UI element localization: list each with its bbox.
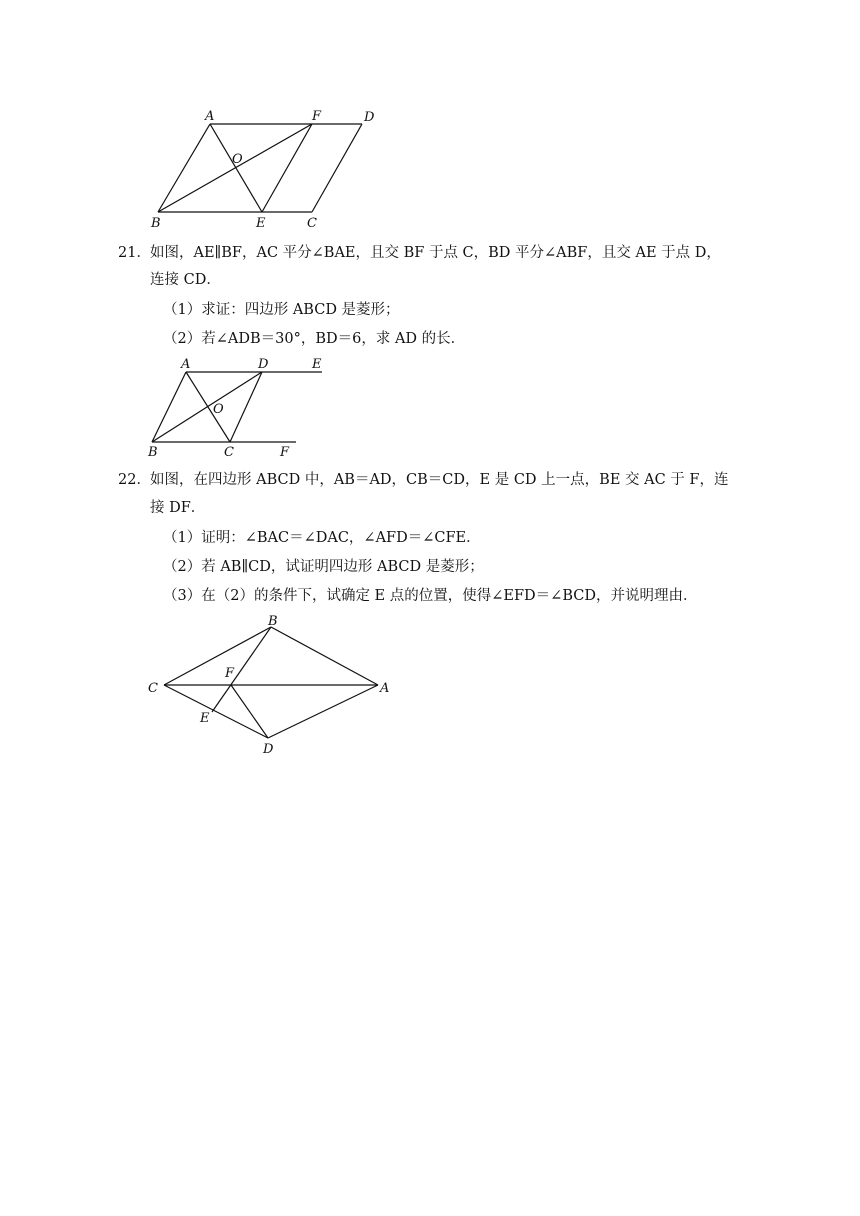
point-label-B: B [148,445,158,460]
point-label-C: C [224,445,234,460]
point-label-D: D [258,357,269,372]
question-text-line: 如图，在四边形 ABCD 中，AB＝AD，CB＝CD，E 是 CD 上一点，BE 交 AC 于 F，连 [150,472,729,488]
point-label-E: E [256,216,266,231]
point-label-F: F [280,445,290,460]
point-label-E: E [312,357,322,372]
point-label-B: B [151,216,161,231]
point-label-A: A [205,109,215,124]
point-label-C: C [148,681,158,696]
point-label-A: A [181,357,191,372]
figure-q22-lines [164,627,378,738]
point-label-F: F [312,109,322,124]
point-label-D: D [263,742,274,757]
question-number: 21． [118,245,151,261]
point-label-O: O [232,152,243,167]
question-text-line: 连接 CD． [150,272,221,288]
point-label-C: C [307,216,317,231]
subquestion-1: （1）求证：四边形 ABCD 是菱形； [163,302,400,318]
point-label-O: O [213,402,224,417]
subquestion-1: （1）证明：∠BAC＝∠DAC，∠AFD＝∠CFE． [163,530,481,546]
subquestion-3: （3）在（2）的条件下，试确定 E 点的位置，使得∠EFD＝∠BCD，并说明理由． [163,588,698,604]
question-text-line: 如图，AE∥BF，AC 平分∠BAE，且交 BF 于点 C，BD 平分∠ABF，且交 AE 于点 D， [150,245,721,261]
question-text-line: 接 DF． [150,500,206,516]
point-label-A: A [380,681,390,696]
subquestion-2: （2）若 AB∥CD，试证明四边形 ABCD 是菱形； [163,559,484,575]
point-label-D: D [364,110,375,125]
subquestion-2: （2）若∠ADB＝30°，BD＝6，求 AD 的长． [163,331,466,347]
point-label-F: F [225,666,235,681]
question-number: 22． [118,472,151,488]
point-label-B: B [268,614,278,629]
point-label-E: E [200,711,210,726]
